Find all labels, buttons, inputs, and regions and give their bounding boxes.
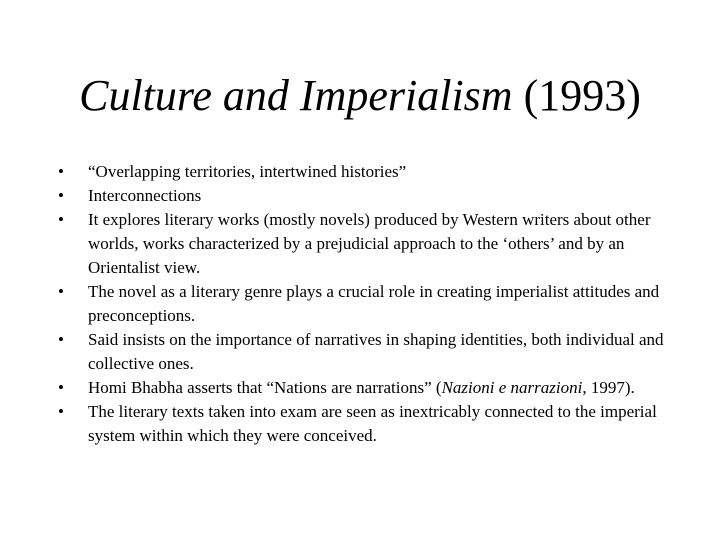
bullet-item-bhabha <box>56 376 676 400</box>
bullet-item-interconnections <box>56 184 676 208</box>
bullet-text-before: Homi Bhabha asserts that “Nations are narrations” ( <box>88 378 442 397</box>
bullet-dot: • <box>58 186 64 205</box>
slide-title <box>0 70 720 122</box>
bullet-dot: • <box>58 402 64 421</box>
bullet-item-literary-texts <box>56 400 676 448</box>
bullet-dot: • <box>58 378 64 397</box>
slide-title-year: (1993) <box>512 71 641 120</box>
bullet-list <box>56 160 676 448</box>
bullet-dot: • <box>58 162 64 181</box>
bullet-item-narratives <box>56 328 676 376</box>
bullet-text: It explores literary works (mostly novels) produced by Western writers about other worlds, works characterized by a prejudicial approach to the ‘others’ and by an Orientalist view. <box>88 210 651 277</box>
bullet-text: Interconnections <box>88 186 202 205</box>
bullet-text: The literary texts taken into exam are seen as inextricably connected to the imperial system within which they were conceived. <box>88 402 657 445</box>
bullet-text-after: , 1997). <box>582 378 635 397</box>
bullet-dot: • <box>58 282 64 301</box>
book-title-italic: Nazioni e narrazioni <box>441 378 583 397</box>
bullet-item-literary-works <box>56 208 676 280</box>
bullet-dot: • <box>58 330 64 349</box>
bullet-item-novel-genre <box>56 280 676 328</box>
bullet-text: Said insists on the importance of narratives in shaping identities, both individual and collective ones. <box>88 330 664 373</box>
bullet-dot: • <box>58 210 64 229</box>
slide-title-italic: Culture and Imperialism <box>79 71 513 120</box>
bullet-item-overlapping <box>56 160 676 184</box>
bullet-text: “Overlapping territories, intertwined histories” <box>88 162 407 181</box>
bullet-text: The novel as a literary genre plays a crucial role in creating imperialist attitudes and preconceptions. <box>88 282 660 325</box>
